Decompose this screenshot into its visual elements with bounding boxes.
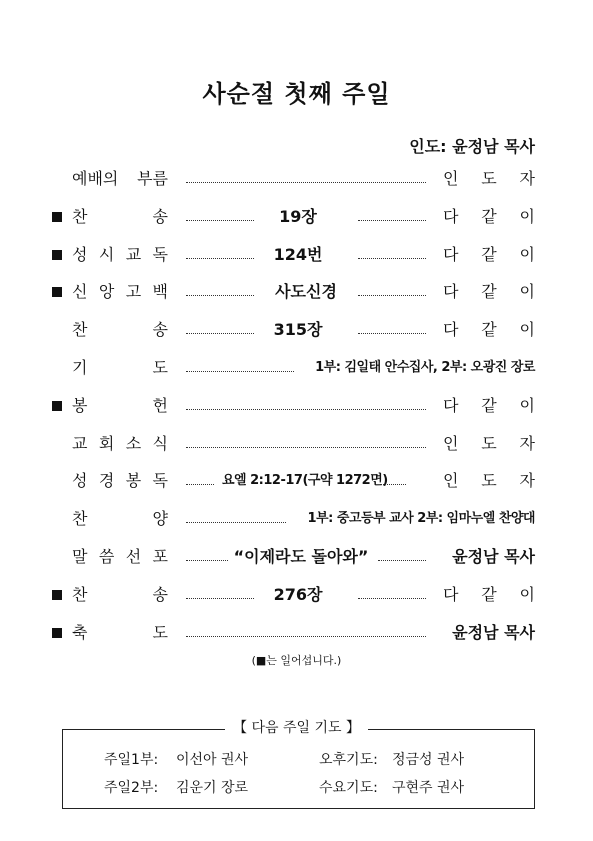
order-item: 찬 양 [72,509,168,529]
order-row [0,621,593,645]
dot-leader [378,560,426,561]
order-row [0,545,593,569]
order-row [0,205,593,229]
order-row [0,243,593,267]
next-prayer-title: 【 다음 주일 기도 】 [225,720,368,736]
order-item: 봉 헌 [72,395,168,415]
prayer-label-4: 수요기도: [319,780,378,796]
order-responsible: 인 도 자 [443,471,535,491]
order-responsible: 윤정남 목사 [452,622,535,642]
order-row [0,583,593,607]
dot-leader [186,484,214,485]
prayer-name-1: 이선아 권사 [176,752,249,768]
dot-leader [186,636,426,637]
order-detail: 315장 [273,320,323,340]
order-row [0,469,593,493]
order-item: 성 시 교 독 [72,244,168,264]
dot-leader [358,598,426,599]
order-item: 찬 송 [72,206,168,226]
order-item: 말 씀 선 포 [72,547,168,566]
order-item: 교 회 소 식 [72,433,168,453]
order-responsible: 다 같 이 [443,206,535,226]
standing-note: (■는 일어섭니다.) [251,654,342,667]
order-detail: 124번 [273,244,323,264]
prayer-name-4: 구현주 권사 [392,780,465,796]
order-item: 기 도 [72,358,168,377]
service-leader: 인도: 윤정남 목사 [409,137,535,156]
dot-leader [380,484,406,485]
prayer-label-3: 주일2부: [104,780,159,796]
dot-leader [186,598,254,599]
order-row [0,507,593,531]
order-item: 찬 송 [72,584,168,604]
order-responsible: 다 같 이 [443,395,535,415]
order-item: 신 앙 고 백 [72,282,168,302]
dot-leader [186,333,254,334]
order-detail: 요엘 2:12-17(구약 1272면) [222,473,388,489]
order-item: 축 도 [72,622,168,642]
order-row [0,167,593,191]
dot-leader [186,371,294,372]
order-responsible: 인 도 자 [443,169,535,188]
standing-bullet-icon [52,287,62,297]
dot-leader [358,258,426,259]
dot-leader [186,447,426,448]
dot-leader [186,409,426,410]
dot-leader [186,220,254,221]
dot-leader [358,333,426,334]
order-responsible: 1부: 중고등부 교사 2부: 임마누엘 찬양대 [307,511,535,527]
dot-leader [358,220,426,221]
next-prayer-title-wrap [0,717,593,737]
order-detail: 19장 [279,206,317,226]
next-prayer-box [62,729,535,809]
prayer-label-1: 주일1부: [104,752,159,768]
order-responsible: 인 도 자 [443,433,535,453]
order-responsible: 윤정남 목사 [452,547,535,566]
standing-bullet-icon [52,250,62,260]
dot-leader [186,182,426,183]
standing-bullet-icon [52,590,62,600]
standing-bullet-icon [52,212,62,222]
order-row [0,394,593,418]
prayer-name-2: 정금성 권사 [392,752,465,768]
order-row [0,318,593,342]
order-row [0,280,593,304]
standing-bullet-icon [52,628,62,638]
order-detail: 276장 [273,584,323,604]
order-detail: “이제라도 돌아와” [233,547,369,566]
order-item: 성 경 봉 독 [72,471,168,491]
order-item: 찬 송 [72,320,168,340]
dot-leader [186,295,254,296]
page-title: 사순절 첫째 주일 [202,80,391,108]
prayer-label-2: 오후기도: [319,752,378,768]
dot-leader [186,258,254,259]
order-detail: 사도신경 [275,282,337,302]
order-responsible: 다 같 이 [443,320,535,340]
order-responsible: 다 같 이 [443,244,535,264]
order-responsible: 1부: 김일태 안수집사, 2부: 오광진 장로 [315,360,535,375]
standing-bullet-icon [52,401,62,411]
prayer-name-3: 김운기 장로 [176,780,249,796]
order-responsible: 다 같 이 [443,584,535,604]
dot-leader [186,522,286,523]
order-item: 예배의 부름 [72,169,168,188]
dot-leader [186,560,228,561]
order-row [0,432,593,456]
dot-leader [358,295,426,296]
order-responsible: 다 같 이 [443,282,535,302]
order-row [0,356,593,380]
